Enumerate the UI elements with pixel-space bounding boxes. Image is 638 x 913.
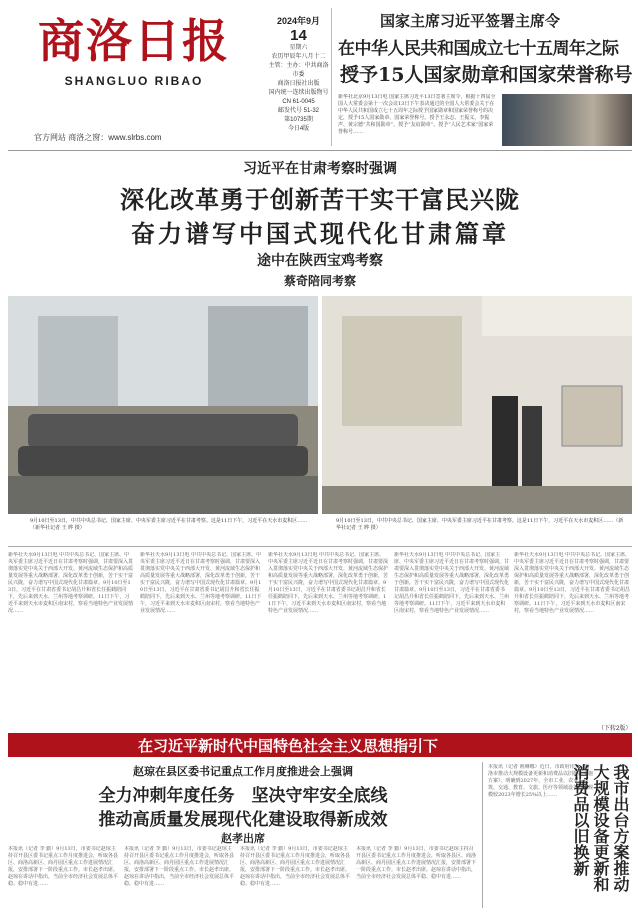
second-headline-2: 推动高质量发展现代化建设取得新成效 [98, 810, 388, 830]
divider [8, 150, 632, 151]
column-divider [482, 762, 483, 908]
second-kicker: 赵琼在县区委书记重点工作月度推进会上强调 [133, 765, 353, 778]
side-story-headline: 我市出台方案推动大规模设备更新和消费品以旧换新 [571, 764, 630, 892]
date-year-month: 2024年9月 [276, 16, 321, 26]
lead-photo-left [8, 296, 318, 514]
lead-body-col3: 新华社天水9月13日电 中共中央总书记、国家主席、中央军委主席习近平近日在甘肃考察时强调，甘肃要深入贯彻落实党中央关于西部大开发、黄河流域生态保护和高质量发展等重大战略部署，深化改革勇于创新，苦干实干富民兴陇，奋力谱写中国式现代化甘肃篇章。9月10日至13日，习近平在甘肃省委书记胡昌升和省长任振鹤陪同下，先后来到天水、兰州等地考察调研。11日下午，习近平来到天水市麦积区南宋村，察看当地特色产业发展情况…… [268, 552, 388, 614]
lead-headline-2: 奋力谱写中国式现代化甘肃篇章 [131, 219, 509, 248]
red-banner [8, 733, 632, 757]
lead-subhead: 途中在陕西宝鸡考察 [257, 253, 383, 269]
lead-kicker: 习近平在甘肃考察时强调 [243, 161, 397, 177]
lead-body-col1: 新华社天水9月13日电 中共中央总书记、国家主席、中央军委主席习近平近日在甘肃考察时强调，甘肃要深入贯彻落实党中央关于西部大开发、黄河流域生态保护和高质量发展等重大战略部署，深化改革勇于创新，苦干实干富民兴陇，奋力谱写中国式现代化甘肃篇章。9月10日至13日，习近平在甘肃省委书记胡昌升和省长任振鹤陪同下，先后来到天水、兰州等地考察调研。11日下午，习近平来到天水市麦积区南宋村，察看当地特色产业发展情况…… [8, 552, 133, 614]
date-issue: 第10735期 [284, 117, 313, 123]
lead-body-col5: 新华社天水9月13日电 中共中央总书记、国家主席、中央军委主席习近平近日在甘肃考察时强调，甘肃要深入贯彻落实党中央关于西部大开发、黄河流域生态保护和高质量发展等重大战略部署，深化改革勇于创新，苦干实干富民兴陇，奋力谱写中国式现代化甘肃篇章。9月10日至13日，习近平在甘肃省委书记胡昌升和省长任振鹤陪同下，先后来到天水、兰州等地考察调研。11日下午，习近平来到天水市麦积区南宋村，察看当地特色产业发展情况…… [514, 552, 631, 614]
top-story-photo [502, 94, 632, 146]
second-body-col4: 本报讯（记者 李 勤）9月13日，市委书记赵琼主持召开县区委书记重点工作月度推进会，听取各县区、商洛高新区、商丹园区重点工作进展情况汇报，安排部署下一阶段重点工作。市长赵孝出席。赵琼在讲话中指出，当前全市经济社会发展总体平稳、稳中有进…… [356, 846, 476, 880]
masthead-title: 商洛日报 [38, 14, 230, 68]
second-subhead: 赵孝出席 [221, 832, 265, 845]
second-headline-1: 全力冲刺年度任务 坚决守牢安全底线 [98, 786, 388, 806]
top-story-line3: 授予15人国家勋章和国家荣誉称号 [340, 64, 633, 86]
lead-headline-1: 深化改革勇于创新苦干实干富民兴陇 [120, 185, 520, 214]
caption-left: 9月10日至13日，中共中央总书记、国家主席、中央军委主席习近平在甘肃考察。这是11日下午，习近平在天水市麦积区……（新华社记者 王 晔 摄） [30, 518, 308, 531]
divider [8, 546, 632, 547]
masthead-pinyin: SHANGLUO RIBAO [64, 74, 204, 88]
continue-note[interactable]: （下转2版） [598, 726, 632, 732]
side-story-body: 本报讯（记者 谯琳娜）近日，市政府印发《商洛市推动大规模设备更新和消费品以旧换新实施方案》，明确到2027年，全市工业、农业、建筑、交通、教育、文旅、医疗等领域设备投资规模较2023年增长25%以上…… [488, 764, 594, 798]
second-body-col2: 本报讯（记者 李 勤）9月13日，市委书记赵琼主持召开县区委书记重点工作月度推进会，听取各县区、商洛高新区、商丹园区重点工作进展情况汇报，安排部署下一阶段重点工作。市长赵孝出席。赵琼在讲话中指出，当前全市经济社会发展总体平稳、稳中有进…… [124, 846, 234, 887]
date-block [266, 8, 332, 146]
second-body-col1: 本报讯（记者 李 勤）9月13日，市委书记赵琼主持召开县区委书记重点工作月度推进会，听取各县区、商洛高新区、商丹园区重点工作进展情况汇报，安排部署下一阶段重点工作。市长赵孝出席。赵琼在讲话中指出，当前全市经济社会发展总体平稳、稳中有进…… [8, 846, 118, 887]
top-story-headline [338, 8, 633, 96]
top-story-line1: 国家主席习近平签署主席令 [380, 12, 561, 30]
date-pages: 今日4版 [287, 126, 310, 132]
lead-photo-right [322, 296, 632, 514]
top-story-body: 新华社北京9月13日电 国家主席习近平13日签署主席令，根据十四届全国人大常委会第十一次会议13日下午表决通过的全国人大常委会关于在中华人民共和国成立七十五周年之际授予国家勋章和国家荣誉称号的决定，授予15人国家勋章、国家荣誉称号。授予王永志、王振义、李振声、黄宗德“共和国勋章”。授予“友谊勋章”。授予“人民艺术家”国家荣誉称号…… [338, 94, 496, 135]
lead-body-col4: 新华社天水9月13日电 中共中央总书记、国家主席、中央军委主席习近平近日在甘肃考察时强调，甘肃要深入贯彻落实党中央关于西部大开发、黄河流域生态保护和高质量发展等重大战略部署，深化改革勇于创新，苦干实干富民兴陇，奋力谱写中国式现代化甘肃篇章。9月10日至13日，习近平在甘肃省委书记胡昌升和省长任振鹤陪同下，先后来到天水、兰州等地考察调研。11日下午，习近平来到天水市麦积区南宋村，察看当地特色产业发展情况…… [394, 552, 509, 614]
date-day: 14 [290, 27, 307, 44]
date-lunar: 农历甲辰年八月十二 [271, 54, 326, 60]
lead-subhead-2: 蔡奇陪同考察 [283, 274, 356, 288]
date-cn-no: CN 61-0045 [282, 99, 315, 105]
date-weekday: 星期六 [289, 45, 308, 51]
second-body-col3: 本报讯（记者 李 勤）9月13日，市委书记赵琼主持召开县区委书记重点工作月度推进会，听取各县区、商洛高新区、商丹园区重点工作进展情况汇报，安排部署下一阶段重点工作。市长赵孝出席。赵琼在讲话中指出，当前全市经济社会发展总体平稳、稳中有进…… [240, 846, 350, 887]
masthead [10, 8, 258, 142]
date-cn: 国内统一连续出版物号 [268, 90, 329, 96]
top-story-line2: 在中华人民共和国成立七十五周年之际 [338, 39, 619, 59]
date-publisher: 商洛日报社出版 [277, 81, 320, 87]
date-sponsor: 主管：主办：中共商洛市委 [268, 63, 329, 78]
date-postal: 邮发代号 51-32 [277, 108, 319, 114]
masthead-website[interactable]: 官方网站 商洛之窗：www.slrbs.com [34, 133, 162, 142]
lead-body-col2: 新华社天水9月13日电 中共中央总书记、国家主席、中央军委主席习近平近日在甘肃考察时强调，甘肃要深入贯彻落实党中央关于西部大开发、黄河流域生态保护和高质量发展等重大战略部署，深化改革勇于创新，苦干实干富民兴陇，奋力谱写中国式现代化甘肃篇章。9月10日至13日，习近平在甘肃省委书记胡昌升和省长任振鹤陪同下，先后来到天水、兰州等地考察调研。11日下午，习近平来到天水市麦积区南宋村，察看当地特色产业发展情况…… [140, 552, 262, 614]
caption-right: 9月10日至13日，中共中央总书记、国家主席、中央军委主席习近平在甘肃考察。这是11日下午，习近平在天水市麦积区……（新华社记者 王 晔 摄） [336, 518, 624, 531]
red-banner-text: 在习近平新时代中国特色社会主义思想指引下 [138, 737, 439, 755]
